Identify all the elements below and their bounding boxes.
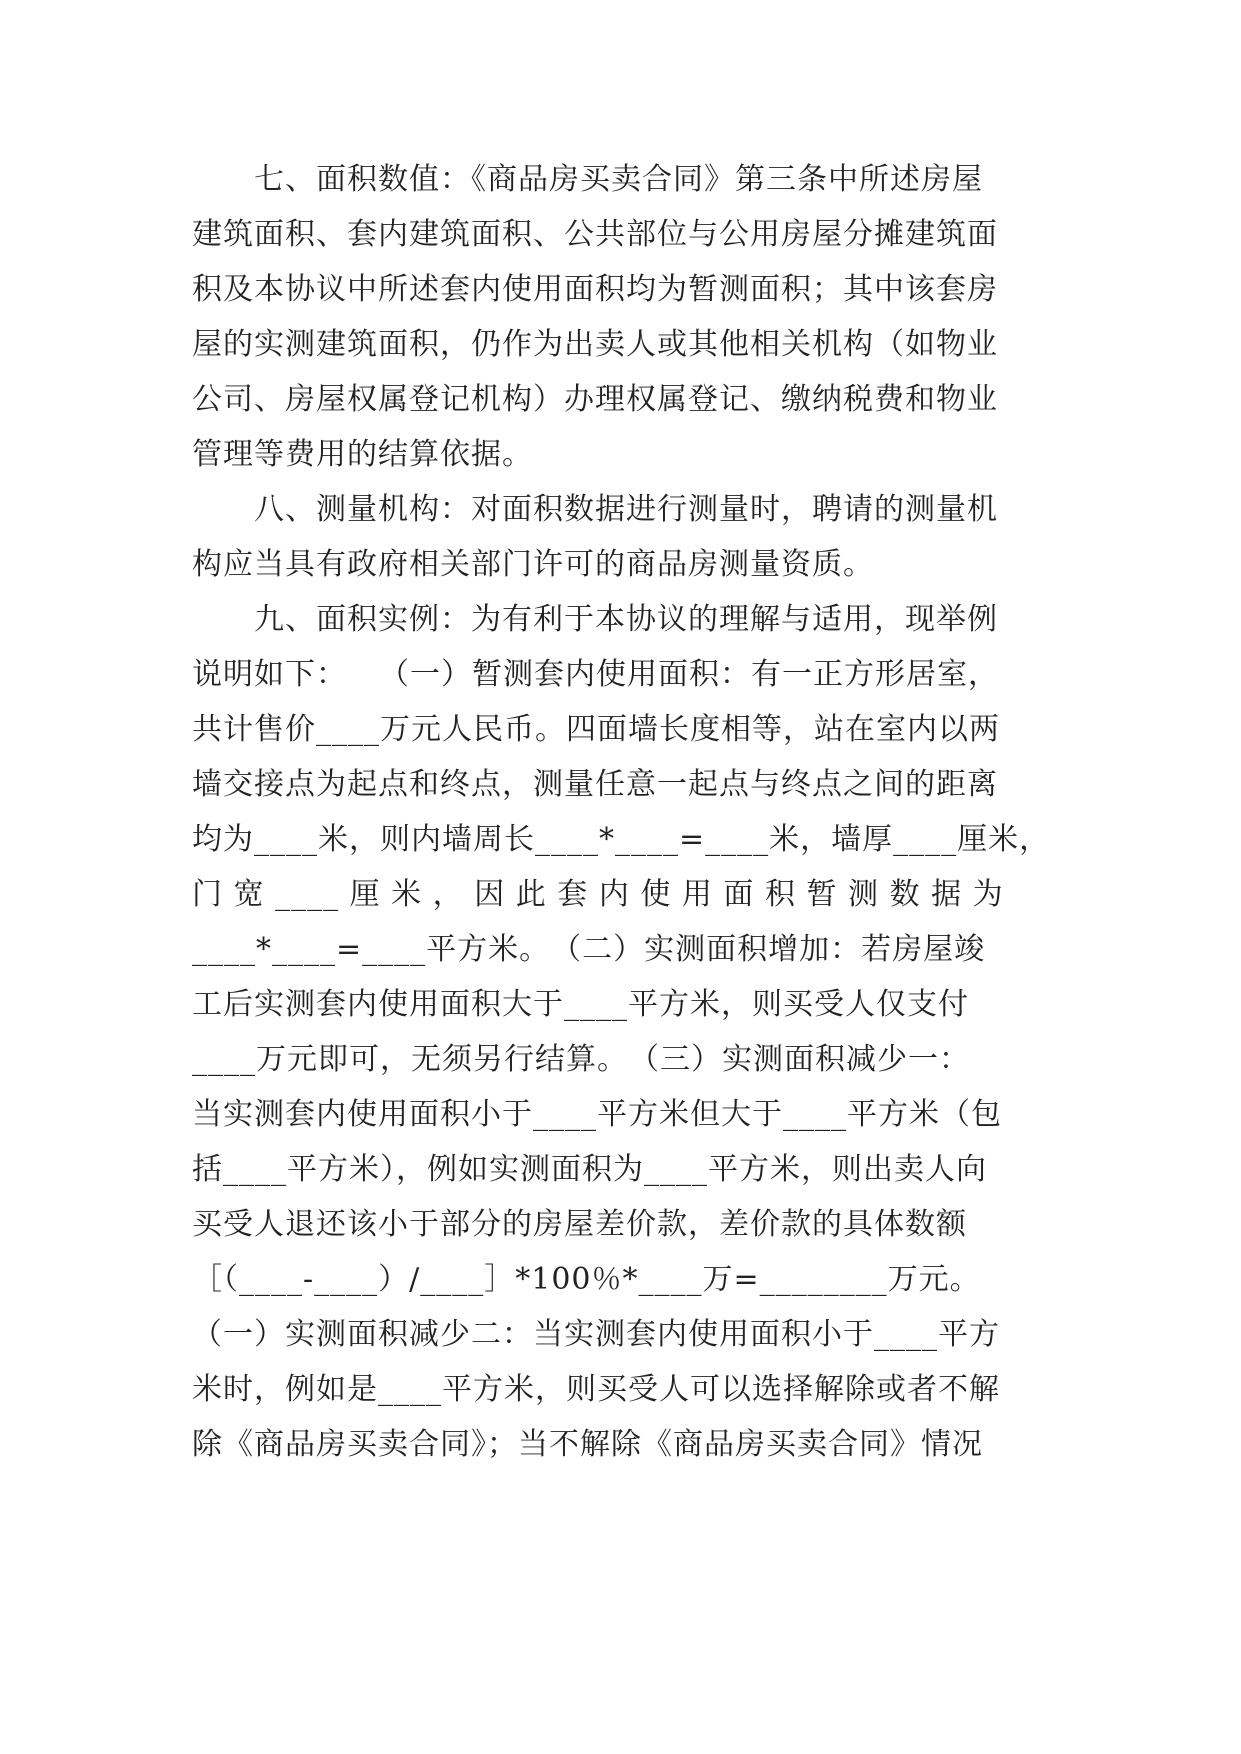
text-line: 括____平方米），例如实测面积为____平方米，则出卖人向: [192, 1152, 987, 1187]
text-line: 屋的实测建筑面积，仍作为出卖人或其他相关机构（如物业: [192, 327, 998, 362]
text-line: 说明如下： （一）暂测套内使用面积：有一正方形居室，: [192, 657, 999, 692]
text-line: 门 宽 ____ 厘 米 ， 因 此 套 内 使 用 面 积 暂 测 数 据 为: [192, 877, 1004, 912]
text-line: 当实测套内使用面积小于____平方米但大于____平方米（包: [192, 1097, 1002, 1132]
text-line: 米时，例如是____平方米，则买受人可以选择解除或者不解: [192, 1372, 1000, 1407]
text-line: 管理等费用的结算依据。: [192, 437, 533, 472]
text-line: ____*____=____平方米。 （二）实测面积增加：若房屋竣: [192, 932, 986, 967]
text-line: 建筑面积、套内建筑面积、公共部位与公用房屋分摊建筑面: [192, 217, 998, 252]
text-line: 构应当具有政府相关部门许可的商品房测量资质。: [192, 547, 874, 582]
text-line: 共计售价____万元人民币。四面墙长度相等，站在室内以两: [192, 712, 1000, 747]
text-line: 八、测量机构：对面积数据进行测量时，聘请的测量机: [192, 492, 998, 527]
text-line: 除《商品房买卖合同》；当不解除《商品房买卖合同》情况: [192, 1427, 983, 1462]
text-line: 公司、房屋权属登记机构）办理权属登记、缴纳税费和物业: [192, 382, 998, 417]
text-line: 七、面积数值：《商品房买卖合同》第三条中所述房屋: [192, 162, 983, 197]
text-line: 九、面积实例：为有利于本协议的理解与适用，现举例: [192, 602, 998, 637]
text-line: 墙交接点为起点和终点，测量任意一起点与终点之间的距离: [192, 767, 998, 802]
text-line: ____万元即可，无须另行结算。 （三）实测面积减少一：: [192, 1042, 970, 1077]
text-line: （一）实测面积减少二：当实测套内使用面积小于____平方: [192, 1317, 1000, 1352]
text-line: 工后实测套内使用面积大于____平方米，则买受人仅支付: [192, 987, 969, 1022]
text-line: 均为____米，则内墙周长____*____=____米，墙厚____厘米，: [192, 822, 1051, 857]
text-line: ［（____-____）/____］*100％*____万=________万元。: [192, 1262, 981, 1297]
text-line: 买受人退还该小于部分的房屋差价款，差价款的具体数额: [192, 1207, 967, 1242]
text-line: 积及本协议中所述套内使用面积均为暂测面积；其中该套房: [192, 272, 998, 307]
